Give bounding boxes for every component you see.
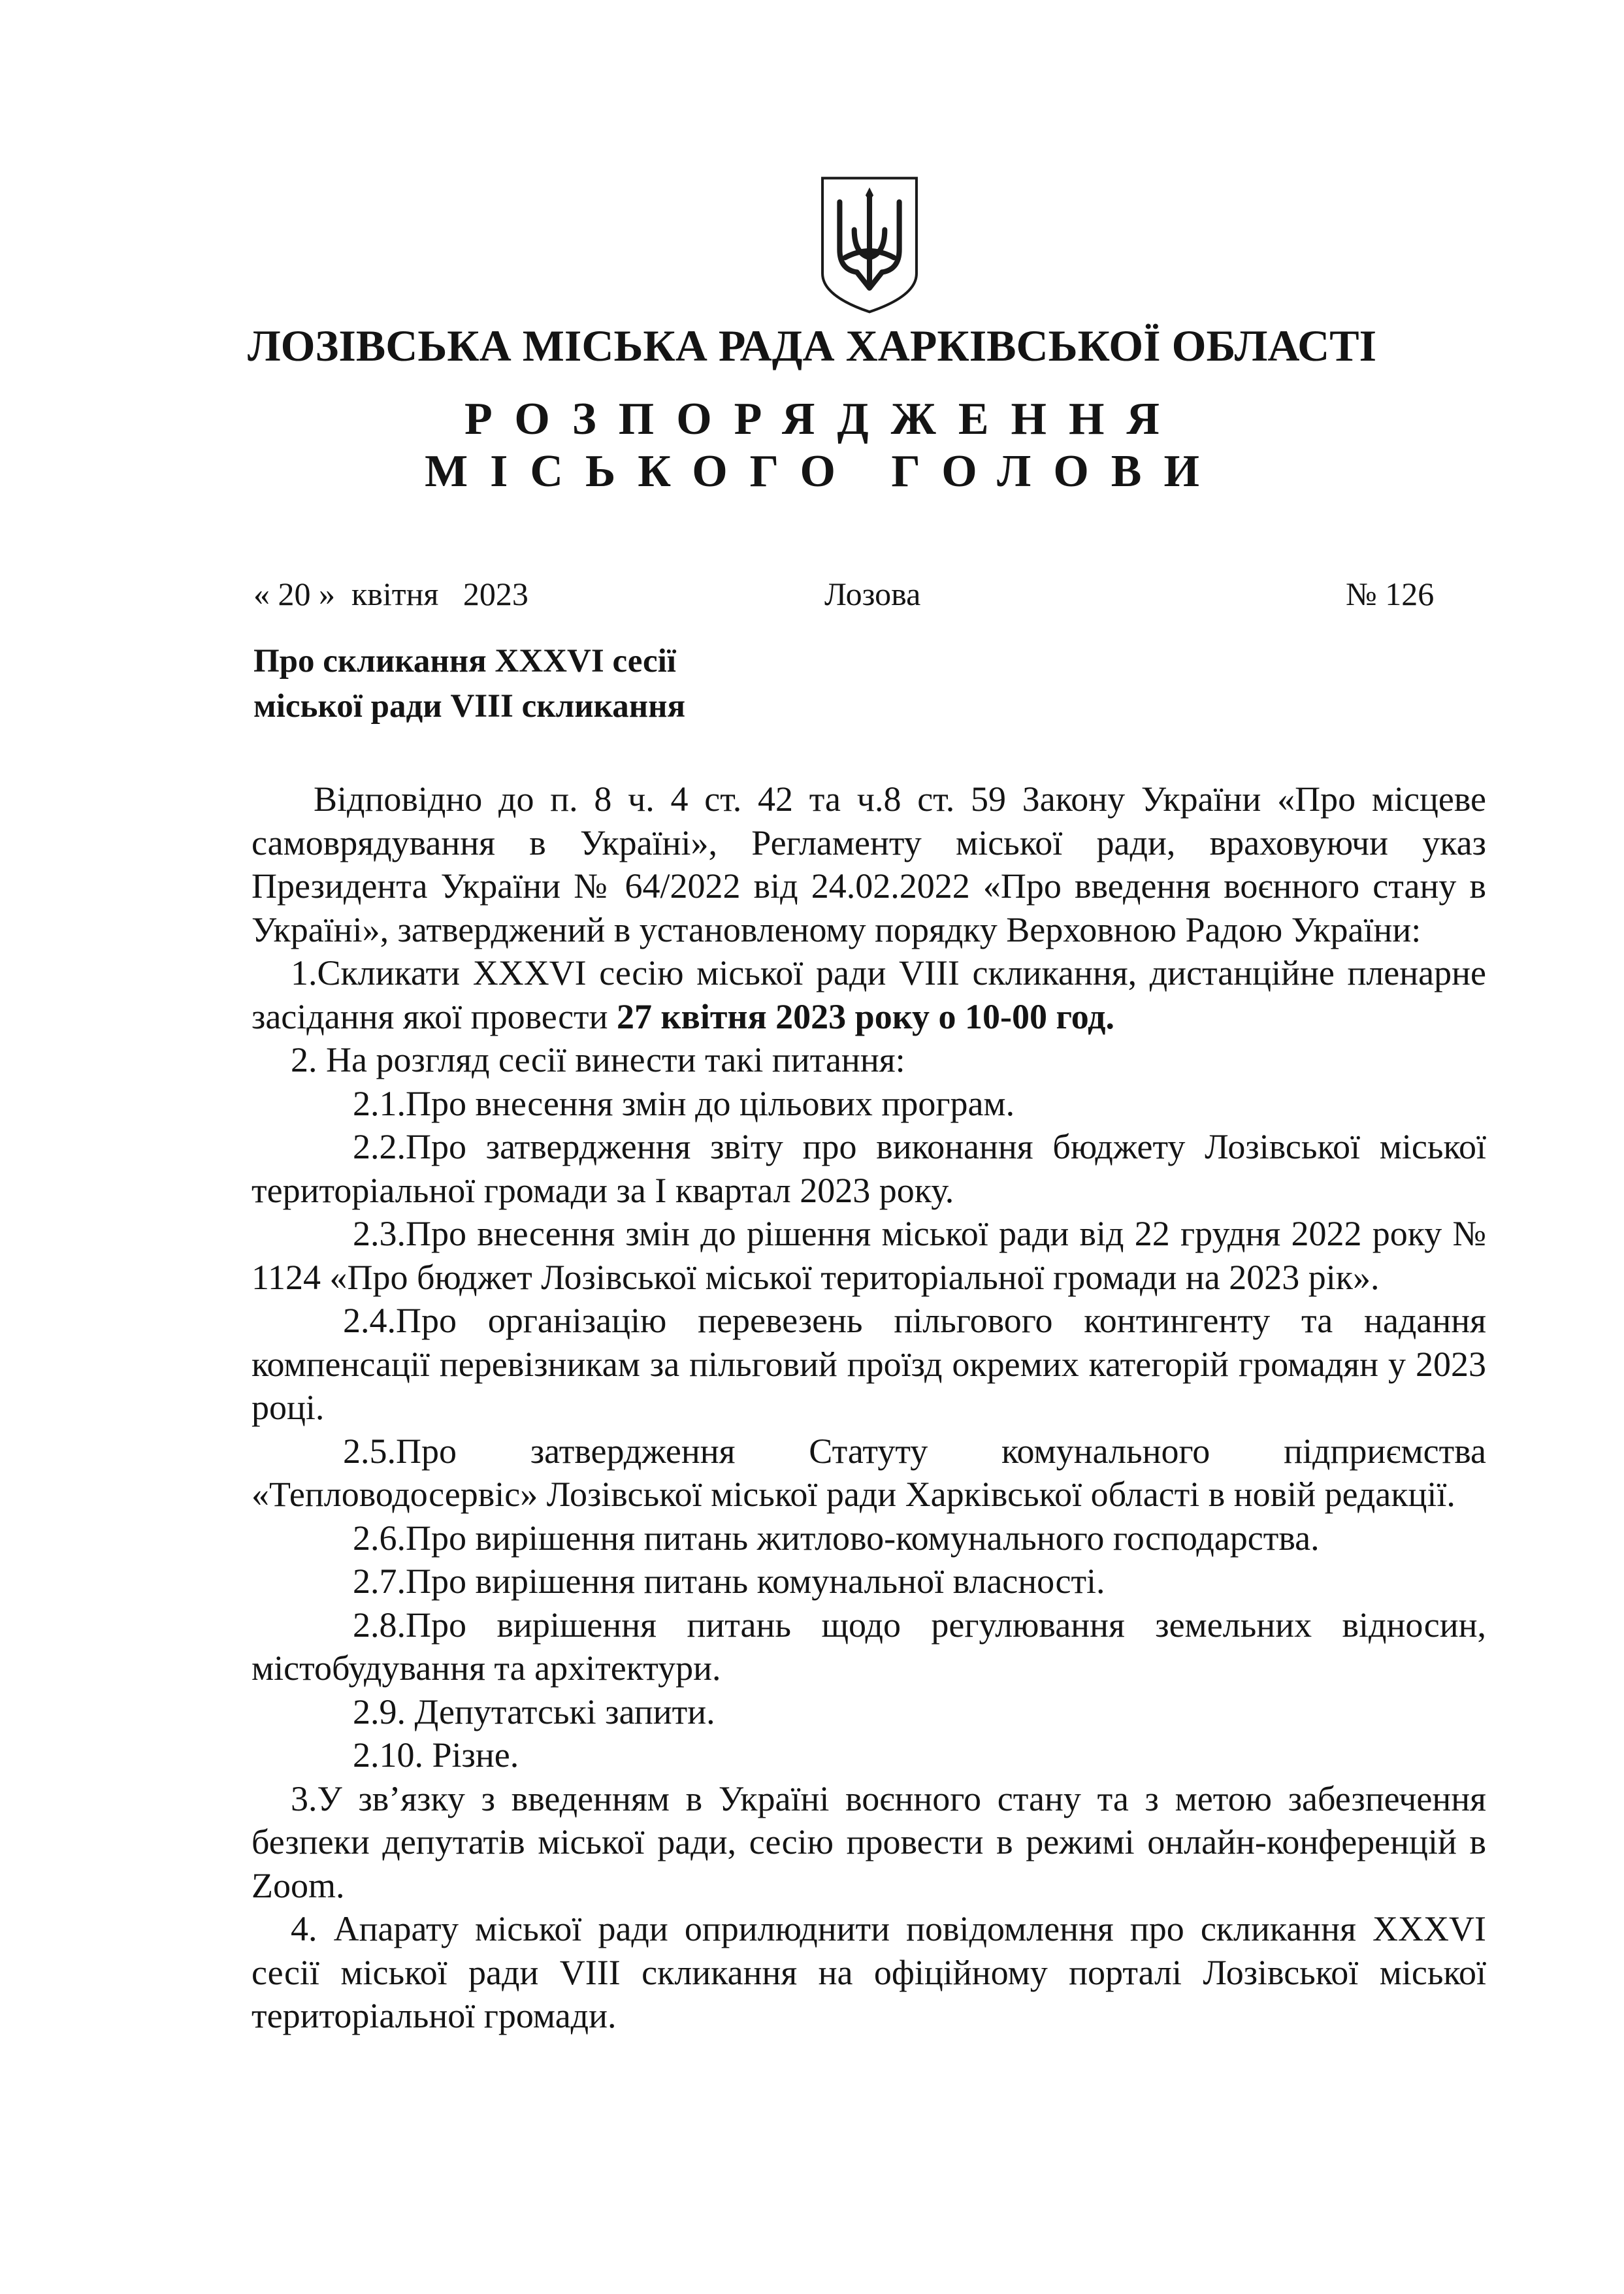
sub-item-2-9: 2.9. Депутатські запити.: [353, 1692, 715, 1731]
subject-line-1: Про скликання XXXVI сесії: [253, 643, 676, 680]
document-issuer: МІСЬКОГО ГОЛОВИ: [425, 446, 1222, 497]
trident-emblem-icon: [820, 175, 919, 315]
item-1: [252, 951, 1486, 1038]
sub-item-2-6: 2.6.Про вирішення питань житлово-комунального господарства.: [353, 1518, 1320, 1558]
document-city: Лозова: [824, 576, 921, 612]
document-type: РОЗПОРЯДЖЕННЯ: [464, 394, 1182, 444]
sub-item-2-10: 2.10. Різне.: [353, 1735, 519, 1775]
sub-item-2-4: 2.4.Про організацію перевезень пільгового контингенту та надання компенсації перевізникам за пільговий проїзд окремих категорій громадян у 2023 році.: [252, 1301, 1486, 1427]
document-date: « 20 » квітня 2023: [253, 576, 528, 612]
document-number: № 126: [1346, 576, 1435, 612]
item-3: 3.У зв’язку з введенням в Україні воєнного стану та з метою забезпечення безпеки депутатів міської ради, сесію провести в режимі онлайн-конференцій в Zoom.: [252, 1778, 1486, 1905]
document-body: [252, 778, 1486, 2038]
sub-item-2-1: 2.1.Про внесення змін до цільових програм.: [353, 1083, 1015, 1123]
council-name: ЛОЗІВСЬКА МІСЬКА РАДА ХАРКІВСЬКОЇ ОБЛАСТІ: [247, 321, 1377, 370]
item-4: 4. Апарату міської ради оприлюднити повідомлення про скликання XXXVI сесії міської ради VIII скликання на офіційному порталі Лозівської міської територіальної громади.: [252, 1909, 1486, 2035]
item-2: 2. На розгляд сесії винести такі питання:: [291, 1040, 905, 1079]
sub-item-2-7: 2.7.Про вирішення питань комунальної власності.: [353, 1562, 1105, 1601]
sub-item-2-8: 2.8.Про вирішення питань щодо регулювання земельних відносин, містобудування та архітектури.: [252, 1605, 1486, 1688]
item-1-text: 1.Скликати XXXVI сесію міської ради VIII скликання, дистанційне пленарне засідання якої провести: [252, 953, 1486, 1036]
intro-paragraph: Відповідно до п. 8 ч. 4 ст. 42 та ч.8 ст. 59 Закону України «Про місцеве самоврядування в Україні», Регламенту міської ради, враховуючи указ Президента України № 64/2022 від 24.02.2022 «Про введення воєнного стану в Україні», затверджений в установленому порядку Верховною Радою України:: [252, 779, 1486, 949]
item-1-datetime: 27 квітня 2023 року о 10-00 год.: [617, 996, 1114, 1036]
sub-item-2-3: 2.3.Про внесення змін до рішення міської ради від 22 грудня 2022 року № 1124 «Про бюджет Лозівської міської територіальної громади на 2023 рік».: [252, 1214, 1486, 1297]
sub-item-2-2: 2.2.Про затвердження звіту про виконання бюджету Лозівської міської територіальної громади за І квартал 2023 року.: [252, 1127, 1486, 1210]
sub-item-2-5: 2.5.Про затвердження Статуту комунального підприємства «Тепловодосервіс» Лозівської міської ради Харківської області в новій редакції.: [252, 1431, 1486, 1514]
subject-line-2: міської ради VIII скликання: [253, 688, 686, 725]
